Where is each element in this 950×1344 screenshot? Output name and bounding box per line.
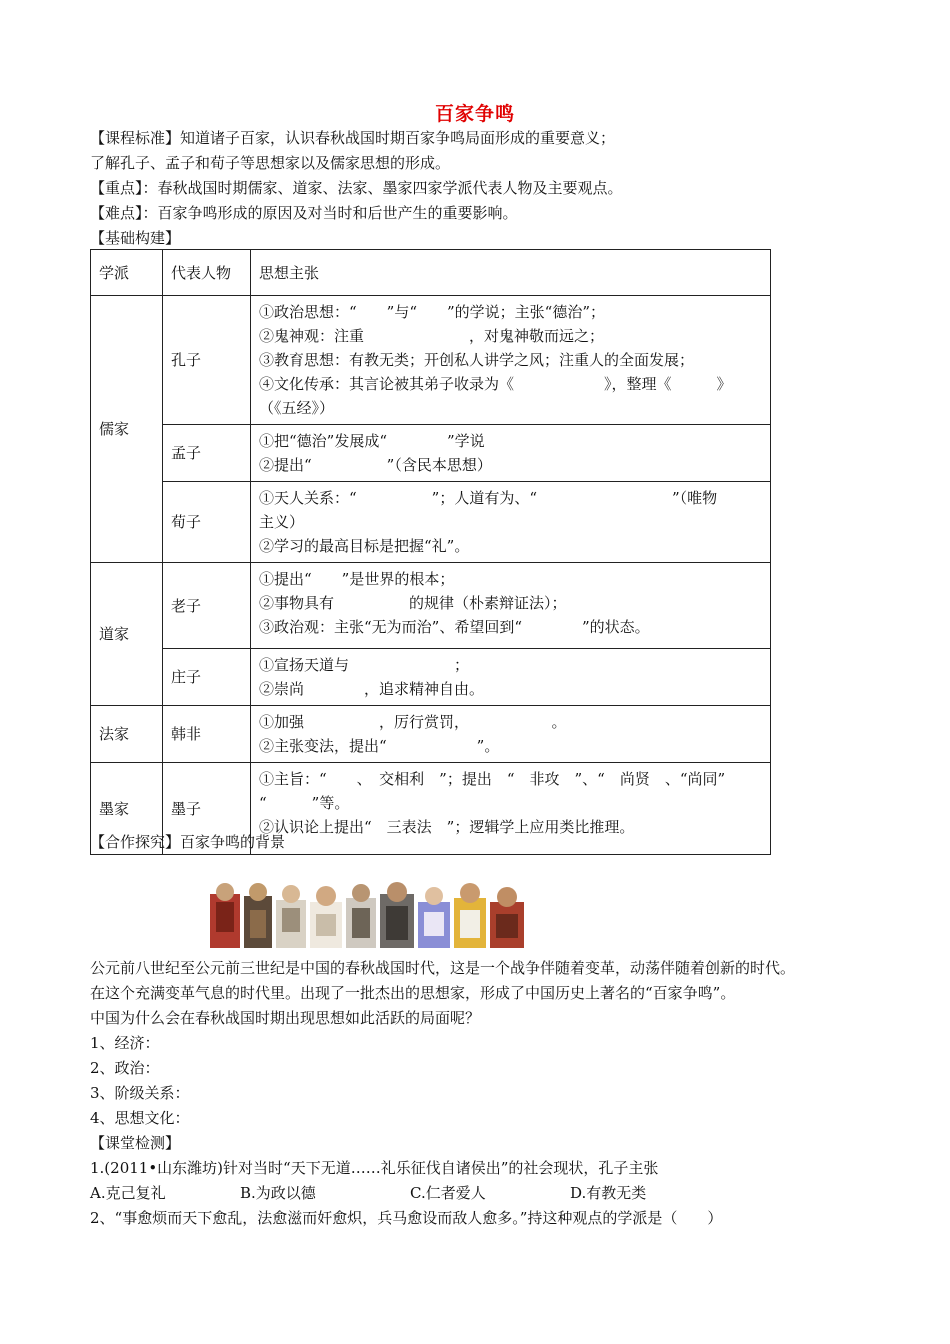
header-ideas: 思想主张 <box>251 250 771 296</box>
course-standard-line-1: 【课程标准】知道诸子百家，认识春秋战国时期百家争鸣局面形成的重要意义； <box>90 129 616 147</box>
kongzi-ideas: ①政治思想：“ ”与“ ”的学说；主张“德治”； ②鬼神观：注重 ，对鬼神敬而远之； ③教育思想：有教无类；开创私人讲学之风；注重人的全面发展； ④文化传承：其言论被其弟子收录为《 》，整理《 》 （《五经》） <box>251 296 771 425</box>
table-header-row <box>91 250 771 296</box>
header-school: 学派 <box>91 250 163 296</box>
thinker-portrait <box>210 883 240 948</box>
school-daojia: 道家 <box>91 563 163 706</box>
zhuangzi-ideas: ①宣扬天道与 ； ②崇尚 ，追求精神自由。 <box>251 649 771 706</box>
person-laozi: 老子 <box>163 563 251 649</box>
explore-item-economy: 1、经济： <box>90 1034 160 1052</box>
key-point-line: 【重点】：春秋战国时期儒家、道家、法家、墨家四家学派代表人物及主要观点。 <box>90 179 623 197</box>
thinker-portrait <box>276 885 306 948</box>
explore-item-culture: 4、思想文化： <box>90 1109 190 1127</box>
question-2: 2、“事愈烦而天下愈乱，法愈滋而奸愈炽，兵马愈设而敌人愈多。”持这种观点的学派是（ ） <box>90 1209 723 1227</box>
person-xunzi: 荀子 <box>163 482 251 563</box>
xunzi-ideas: ①天人关系：“ ”；人道有为、“ ”（唯物 主义） ②学习的最高目标是把握“礼”。 <box>251 482 771 563</box>
thinker-portrait <box>418 887 450 948</box>
table-row <box>91 563 771 649</box>
explore-item-politics: 2、政治： <box>90 1059 160 1077</box>
option-d[interactable]: D.有教无类 <box>570 1184 647 1202</box>
school-mojia: 墨家 <box>91 763 163 855</box>
laozi-ideas: ①提出“ ”是世界的根本； ②事物具有 的规律（朴素辩证法）； ③政治观：主张“无为而治”、希望回到“ ”的状态。 <box>251 563 771 649</box>
thinker-portrait <box>380 882 414 948</box>
explore-item-class: 3、阶级关系： <box>90 1084 190 1102</box>
thinker-portrait <box>346 884 376 948</box>
person-mengzi: 孟子 <box>163 425 251 482</box>
table-row <box>91 706 771 763</box>
page-title: 百家争鸣 <box>434 103 515 125</box>
explore-para-1: 公元前八世纪至公元前三世纪是中国的春秋战国时代，这是一个战争伴随着变革，动荡伴随着创新的时代。 <box>90 959 796 977</box>
explore-para-2: 在这个充满变革气息的时代里。出现了一批杰出的思想家，形成了中国历史上著名的“百家争鸣”。 <box>90 984 736 1002</box>
thinker-portrait <box>454 883 486 948</box>
difficulty-line: 【难点】：百家争鸣形成的原因及对当时和后世产生的重要影响。 <box>90 204 518 222</box>
option-b[interactable]: B.为政以德 <box>240 1184 316 1202</box>
question-1: 1.(2011•山东潍坊)针对当时“天下无道……礼乐征伐自诸侯出”的社会现状，孔子主张 <box>90 1159 659 1177</box>
person-mozi: 墨子 <box>163 763 251 855</box>
header-person: 代表人物 <box>163 250 251 296</box>
explore-heading: 【合作探究】百家争鸣的背景 <box>90 833 286 851</box>
explore-para-3: 中国为什么会在春秋战国时期出现思想如此活跃的局面呢？ <box>90 1009 481 1027</box>
table-row <box>91 425 771 482</box>
option-a[interactable]: A.克己复礼 <box>90 1184 166 1202</box>
thinker-portrait <box>490 887 524 948</box>
mengzi-ideas: ①把“德治”发展成“ ”学说 ②提出“ ”（含民本思想） <box>251 425 771 482</box>
course-standard-line-2: 了解孔子、孟子和荀子等思想家以及儒家思想的形成。 <box>90 154 451 172</box>
thinker-portrait <box>244 883 272 948</box>
person-zhuangzi: 庄子 <box>163 649 251 706</box>
person-hanfei: 韩非 <box>163 706 251 763</box>
thinkers-portrait-strip <box>208 880 548 948</box>
check-heading: 【课堂检测】 <box>90 1134 181 1152</box>
table-row <box>91 296 771 425</box>
table-row <box>91 649 771 706</box>
foundation-heading: 【基础构建】 <box>90 229 181 247</box>
mozi-ideas: ①主旨：“ 、 交相利 ”；提出 “ 非攻 ”、“ 尚贤 、“尚同” “ ”等。 ②认识论上提出“ 三表法 ”；逻辑学上应用类比推理。 <box>251 763 771 855</box>
school-rujia: 儒家 <box>91 296 163 563</box>
schools-table <box>90 249 771 855</box>
question-1-options <box>90 1183 646 1203</box>
hanfei-ideas: ①加强 ，厉行赏罚， 。 ②主张变法，提出“ ”。 <box>251 706 771 763</box>
person-kongzi: 孔子 <box>163 296 251 425</box>
school-fajia: 法家 <box>91 706 163 763</box>
thinker-portrait <box>310 886 342 948</box>
table-row <box>91 482 771 563</box>
option-c[interactable]: C.仁者爱人 <box>410 1184 486 1202</box>
